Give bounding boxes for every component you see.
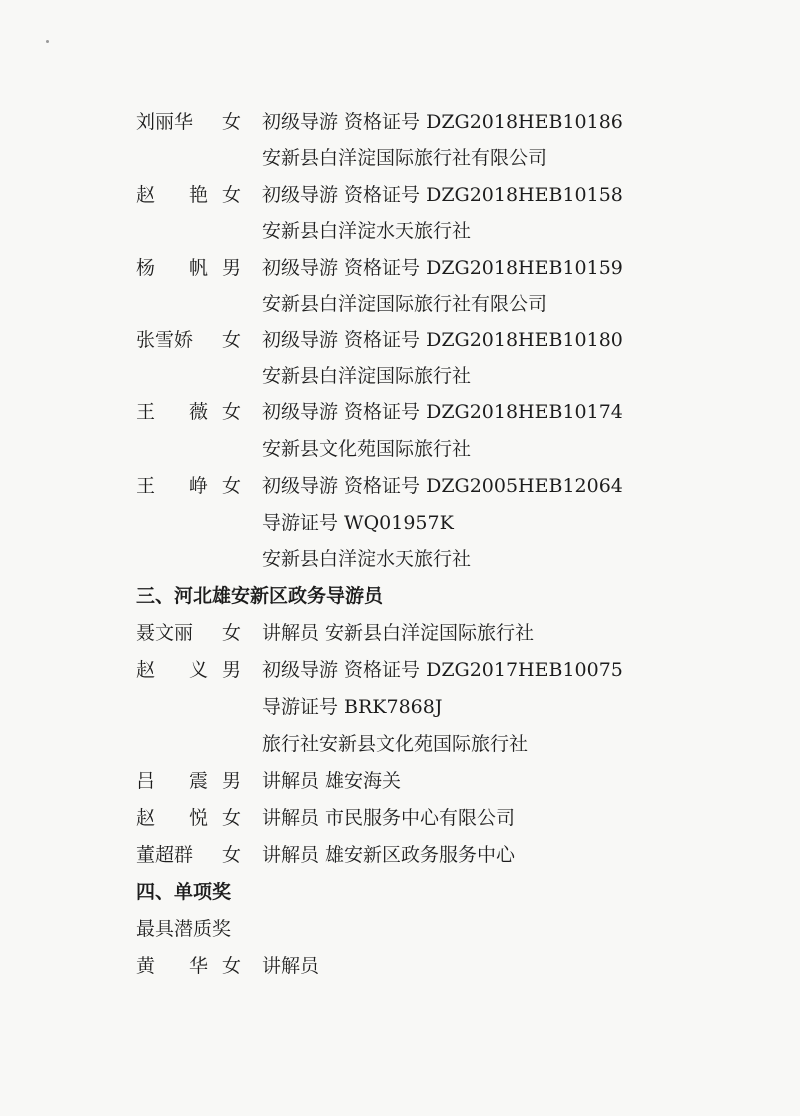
agency-line: 安新县白洋淀国际旅行社 [262, 365, 472, 387]
person-name: 赵 悦 [136, 807, 223, 829]
person-name: 王 薇 [136, 401, 223, 423]
person-name: 赵 艳 [136, 184, 223, 206]
person-gender: 女 [222, 329, 242, 351]
section-heading: 四、单项奖 [136, 881, 232, 903]
person-gender: 女 [222, 622, 242, 644]
person-info: 初级导游 资格证号 DZG2018HEB10158 [262, 184, 623, 206]
scan-speck [46, 40, 49, 43]
agency-line: 旅行社安新县文化苑国际旅行社 [262, 733, 529, 755]
guide-license-line: 导游证号 WQ01957K [262, 512, 454, 534]
person-info: 初级导游 资格证号 DZG2018HEB10180 [262, 329, 623, 351]
person-info: 讲解员 安新县白洋淀国际旅行社 [262, 622, 535, 644]
guide-license-line: 导游证号 BRK7868J [262, 696, 443, 718]
person-name: 董超群 [136, 844, 194, 866]
agency-line: 安新县白洋淀国际旅行社有限公司 [262, 147, 548, 169]
person-gender: 女 [222, 184, 242, 206]
person-info: 初级导游 资格证号 DZG2018HEB10186 [262, 111, 623, 133]
person-info: 初级导游 资格证号 DZG2017HEB10075 [262, 659, 623, 681]
section-heading: 三、河北雄安新区政务导游员 [136, 585, 384, 607]
person-info: 初级导游 资格证号 DZG2005HEB12064 [262, 475, 623, 497]
person-gender: 男 [222, 659, 242, 681]
agency-line: 安新县白洋淀国际旅行社有限公司 [262, 293, 548, 315]
person-gender: 女 [222, 807, 242, 829]
person-name: 聂文丽 [136, 622, 194, 644]
agency-line: 安新县文化苑国际旅行社 [262, 438, 472, 460]
person-name: 吕 震 [136, 770, 223, 792]
person-gender: 女 [222, 401, 242, 423]
person-info: 讲解员 雄安新区政务服务中心 [262, 844, 516, 866]
person-gender: 女 [222, 111, 242, 133]
person-gender: 女 [222, 844, 242, 866]
person-gender: 女 [222, 955, 242, 977]
person-gender: 男 [222, 257, 242, 279]
person-info: 讲解员 市民服务中心有限公司 [262, 807, 516, 829]
agency-line: 安新县白洋淀水天旅行社 [262, 548, 472, 570]
person-name: 刘丽华 [136, 111, 194, 133]
person-name: 张雪娇 [136, 329, 194, 351]
award-title: 最具潜质奖 [136, 918, 232, 940]
person-name: 黄 华 [136, 955, 223, 977]
person-info: 讲解员 雄安海关 [262, 770, 402, 792]
person-name: 赵 义 [136, 659, 223, 681]
person-gender: 男 [222, 770, 242, 792]
person-name: 王 峥 [136, 475, 223, 497]
person-info: 初级导游 资格证号 DZG2018HEB10174 [262, 401, 623, 423]
person-info: 讲解员 [262, 955, 320, 977]
person-gender: 女 [222, 475, 242, 497]
person-name: 杨 帆 [136, 257, 223, 279]
person-info: 初级导游 资格证号 DZG2018HEB10159 [262, 257, 623, 279]
agency-line: 安新县白洋淀水天旅行社 [262, 220, 472, 242]
